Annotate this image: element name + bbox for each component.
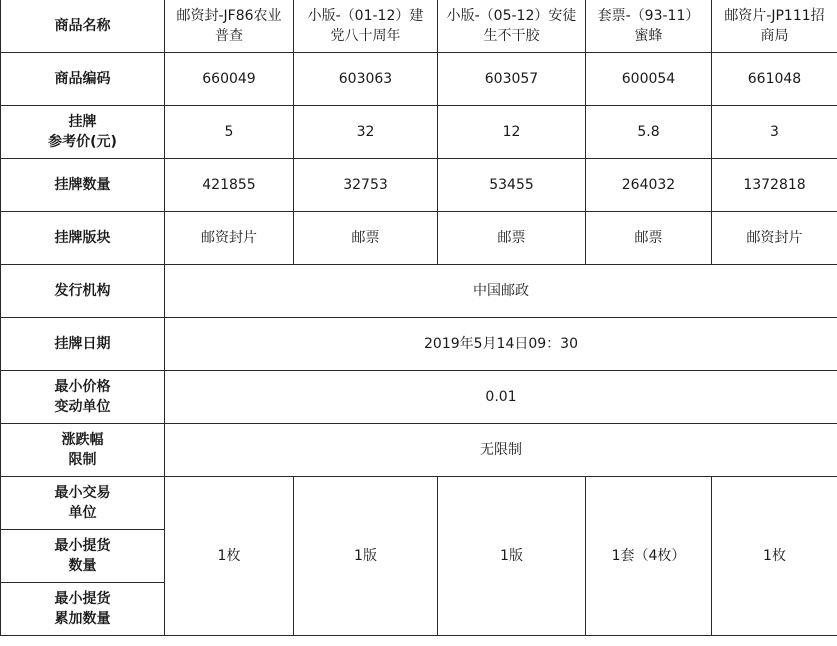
row-label-issuer: 发行机构 bbox=[1, 265, 165, 318]
row-label-listing-date: 挂牌日期 bbox=[1, 318, 165, 371]
unit-cell: 1枚 bbox=[165, 477, 294, 636]
product-name-line: 小版-（05-12）安徒 bbox=[446, 8, 577, 24]
issuer-value: 中国邮政 bbox=[165, 265, 837, 318]
row-listing-quantity bbox=[1, 159, 837, 212]
price-limit-value: 无限制 bbox=[165, 424, 837, 477]
product-code-cell: 661048 bbox=[712, 53, 837, 106]
row-label-product-code: 商品编码 bbox=[1, 53, 165, 106]
reference-price-cell: 3 bbox=[712, 106, 837, 159]
listing-quantity-cell: 264032 bbox=[586, 159, 712, 212]
min-price-tick-value: 0.01 bbox=[165, 371, 837, 424]
row-label-line: 最小交易 bbox=[54, 485, 111, 501]
product-name-cell bbox=[165, 0, 294, 53]
product-name-line: 生不干胶 bbox=[483, 28, 540, 44]
listing-quantity-cell: 32753 bbox=[294, 159, 438, 212]
unit-cell: 1枚 bbox=[712, 477, 837, 636]
unit-cell: 1版 bbox=[438, 477, 586, 636]
row-label-line: 累加数量 bbox=[54, 611, 111, 627]
listing-block-cell: 邮票 bbox=[438, 212, 586, 265]
reference-price-cell: 5.8 bbox=[586, 106, 712, 159]
product-name-line: 商局 bbox=[760, 28, 789, 44]
row-min-trade-unit bbox=[1, 477, 837, 530]
row-label-min-delivery-increment bbox=[1, 583, 165, 636]
product-name-cell bbox=[586, 0, 712, 53]
row-label-line: 单位 bbox=[68, 505, 97, 521]
row-label-price-limit bbox=[1, 424, 165, 477]
product-code-cell: 600054 bbox=[586, 53, 712, 106]
product-name-cell bbox=[438, 0, 586, 53]
row-label-listing-block: 挂牌版块 bbox=[1, 212, 165, 265]
row-label-line: 挂牌 bbox=[68, 114, 97, 130]
row-listing-block bbox=[1, 212, 837, 265]
row-label-reference-price bbox=[1, 106, 165, 159]
product-name-line: 党八十周年 bbox=[330, 28, 401, 44]
listing-quantity-cell: 53455 bbox=[438, 159, 586, 212]
listing-block-cell: 邮资封片 bbox=[712, 212, 837, 265]
row-product-code bbox=[1, 53, 837, 106]
row-listing-date bbox=[1, 318, 837, 371]
unit-cell: 1版 bbox=[294, 477, 438, 636]
row-min-price-tick bbox=[1, 371, 837, 424]
listing-quantity-cell: 421855 bbox=[165, 159, 294, 212]
product-name-line: 小版-（01-12）建 bbox=[307, 8, 424, 24]
product-code-cell: 660049 bbox=[165, 53, 294, 106]
reference-price-cell: 12 bbox=[438, 106, 586, 159]
row-label-listing-quantity: 挂牌数量 bbox=[1, 159, 165, 212]
listing-quantity-cell: 1372818 bbox=[712, 159, 837, 212]
row-label-min-delivery-quantity bbox=[1, 530, 165, 583]
row-label-product-name: 商品名称 bbox=[1, 0, 165, 53]
unit-cell: 1套（4枚） bbox=[586, 477, 712, 636]
row-issuer bbox=[1, 265, 837, 318]
reference-price-cell: 32 bbox=[294, 106, 438, 159]
row-label-line: 涨跌幅 bbox=[61, 432, 104, 448]
row-label-line: 限制 bbox=[68, 452, 97, 468]
product-name-line: 邮资封-JF86农业 bbox=[176, 8, 282, 24]
product-name-cell bbox=[294, 0, 438, 53]
reference-price-cell: 5 bbox=[165, 106, 294, 159]
row-label-min-trade-unit bbox=[1, 477, 165, 530]
product-code-cell: 603063 bbox=[294, 53, 438, 106]
row-label-min-price-tick bbox=[1, 371, 165, 424]
row-product-name bbox=[1, 0, 837, 53]
product-name-line: 蜜蜂 bbox=[634, 28, 663, 44]
row-label-line: 最小提货 bbox=[54, 538, 111, 554]
product-code-cell: 603057 bbox=[438, 53, 586, 106]
product-name-line: 邮资片-JP111招 bbox=[724, 8, 825, 24]
row-label-line: 数量 bbox=[68, 558, 97, 574]
listing-block-cell: 邮票 bbox=[294, 212, 438, 265]
product-name-line: 普查 bbox=[215, 28, 243, 44]
row-label-line: 参考价(元) bbox=[48, 134, 117, 150]
row-price-limit bbox=[1, 424, 837, 477]
row-label-line: 最小价格 bbox=[54, 379, 111, 395]
row-label-line: 最小提货 bbox=[54, 591, 111, 607]
listing-block-cell: 邮票 bbox=[586, 212, 712, 265]
listing-date-value: 2019年5月14日09：30 bbox=[165, 318, 837, 371]
row-label-line: 变动单位 bbox=[54, 399, 111, 415]
row-reference-price bbox=[1, 106, 837, 159]
product-name-line: 套票-（93-11） bbox=[597, 8, 700, 24]
product-name-cell bbox=[712, 0, 837, 53]
listing-block-cell: 邮资封片 bbox=[165, 212, 294, 265]
